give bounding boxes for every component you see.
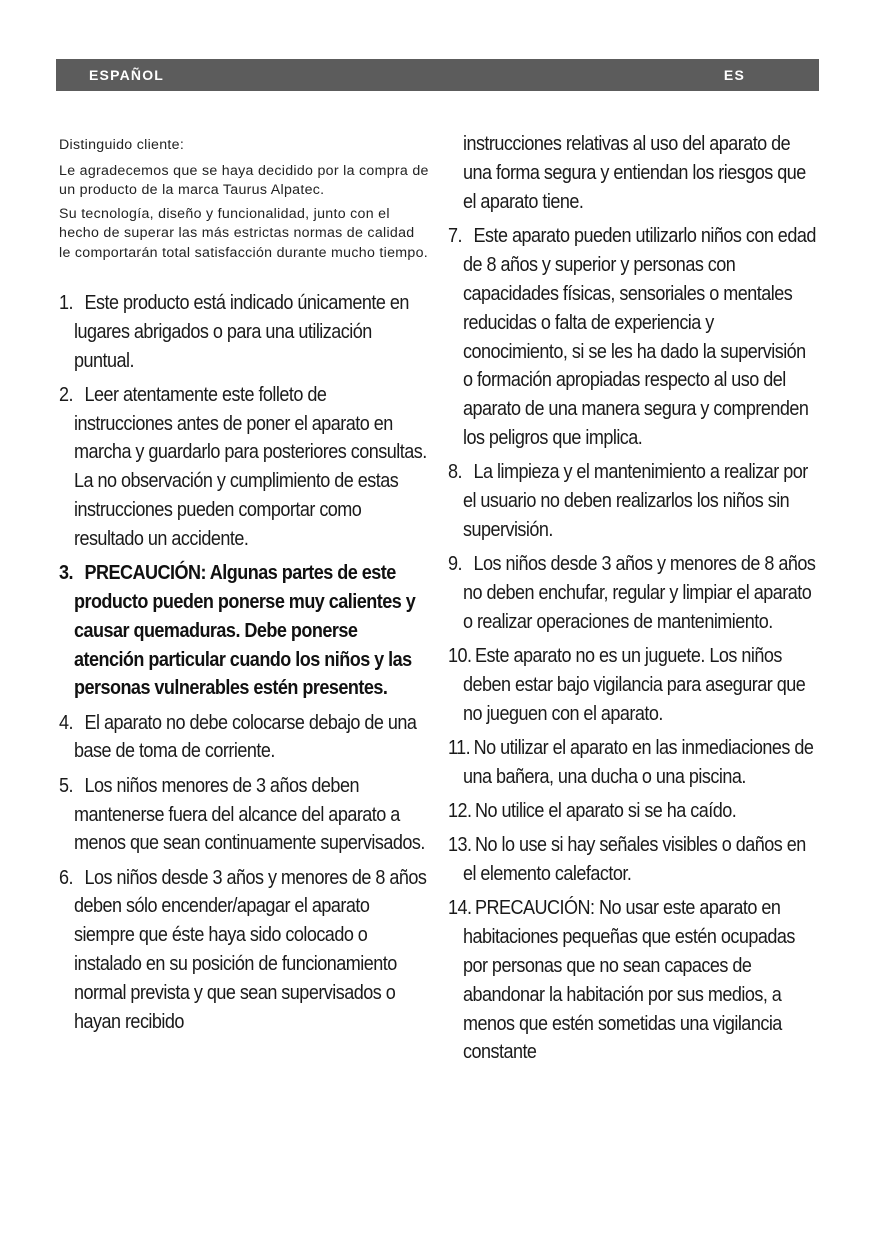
item-number: 12. [448, 799, 472, 823]
item-text: No utilice el aparato si se ha caído. [475, 799, 737, 823]
intro-paragraph: Su tecnología, diseño y funcionalidad, junto con el hecho de superar las más estrictas normas de calidad le comportarán total satisfacción durante mucho tiempo. [59, 205, 429, 261]
item-number: 9. [448, 552, 462, 576]
item-number: 7. [448, 224, 462, 248]
list-item [59, 289, 429, 375]
list-item [59, 709, 429, 767]
item-number: 1. [59, 291, 73, 314]
item-number: 3. [59, 561, 73, 585]
list-item [59, 864, 429, 1037]
list-item [448, 222, 819, 452]
item-text: Este producto está indicado únicamente en lugares abrigados o para una utilización puntual. [73, 291, 409, 372]
item-number: 13. [448, 833, 472, 857]
item-number: 11. [448, 735, 471, 759]
item-text: Los niños menores de 3 años deben mantenerse fuera del alcance del aparato a menos que sean continuamente supervisados. [73, 773, 425, 855]
item-text: Este aparato no es un juguete. Los niños deben estar bajo vigilancia para asegurar que no jueguen con el aparato. [462, 644, 806, 725]
language-header-bar [56, 59, 819, 91]
list-item [448, 642, 819, 728]
right-column [448, 130, 820, 1073]
intro-section [59, 136, 429, 263]
item-text: Los niños desde 3 años y menores de 8 años deben sólo encender/apagar el aparato siempre que éste haya sido colocado o instalado en su posición de funcionamiento normal prevista y que sean supervisados o hayan recibido [73, 865, 427, 1033]
language-code: ES [723, 67, 745, 83]
instructions-list-continued [448, 130, 819, 1067]
item-text: No lo use si hay señales visibles o daños en el elemento calefactor. [462, 833, 806, 886]
list-item-warning [59, 559, 429, 703]
greeting: Distinguido cliente: [59, 137, 185, 153]
item-number: 10. [448, 644, 472, 668]
list-item [448, 458, 819, 544]
item-number: 4. [59, 710, 73, 734]
list-item [448, 831, 819, 889]
item-number: 8. [448, 460, 462, 484]
list-item [59, 381, 429, 554]
list-item [448, 894, 819, 1067]
item-text: Este aparato pueden utilizarlo niños con edad de 8 años y superior y personas con capacidades físicas, sensoriales o mentales reducidas o falta de experiencia y conocimiento, si se les ha dado la supervisión o formación apropiadas respecto al uso del aparato de una manera segura y comprenden los peligros que implica. [462, 224, 816, 449]
left-column [59, 133, 429, 1042]
item-number: 5. [59, 773, 73, 797]
item-number: 6. [59, 865, 73, 889]
list-item [448, 550, 819, 636]
item-number: 14. [448, 896, 472, 920]
item-text: El aparato no debe colocarse debajo de una base de toma de corriente. [73, 710, 417, 763]
instructions-list [59, 289, 429, 1036]
language-title: ESPAÑOL [89, 67, 165, 83]
item-text: PRECAUCIÓN: Algunas partes de este producto pueden ponerse muy calientes y causar quemaduras. Debe ponerse atención particular cuando los niños y las personas vulnerables estén presentes. [73, 561, 416, 700]
item-text: Leer atentamente este folleto de instrucciones antes de poner el aparato en marcha y guardarlo para posteriores consultas. La no observación y cumplimiento de estas instrucciones pueden comportar como resultado un accidente. [73, 382, 427, 550]
item-text: Los niños desde 3 años y menores de 8 años no deben enchufar, regular y limpiar el aparato o realizar operaciones de mantenimiento. [462, 552, 816, 633]
item-text: No utilizar el aparato en las inmediaciones de una bañera, una ducha o una piscina. [462, 735, 814, 788]
item-number: 2. [59, 382, 73, 406]
intro-paragraph: Le agradecemos que se haya decidido por la compra de un producto de la marca Taurus Alpatec. [59, 162, 429, 198]
list-item [448, 734, 819, 792]
item-text: PRECAUCIÓN: No usar este aparato en habitaciones pequeñas que estén ocupadas por personas que no sean capaces de abandonar la habitación por sus medios, a menos que estén sometidas una vigilancia constante [462, 896, 795, 1064]
list-item-continuation: instrucciones relativas al uso del aparato de una forma segura y entiendan los riesgos que el aparato tiene. [462, 132, 806, 213]
list-item [448, 797, 819, 826]
item-text: La limpieza y el mantenimiento a realizar por el usuario no deben realizarlos los niños sin supervisión. [462, 460, 808, 541]
list-item [59, 772, 429, 858]
